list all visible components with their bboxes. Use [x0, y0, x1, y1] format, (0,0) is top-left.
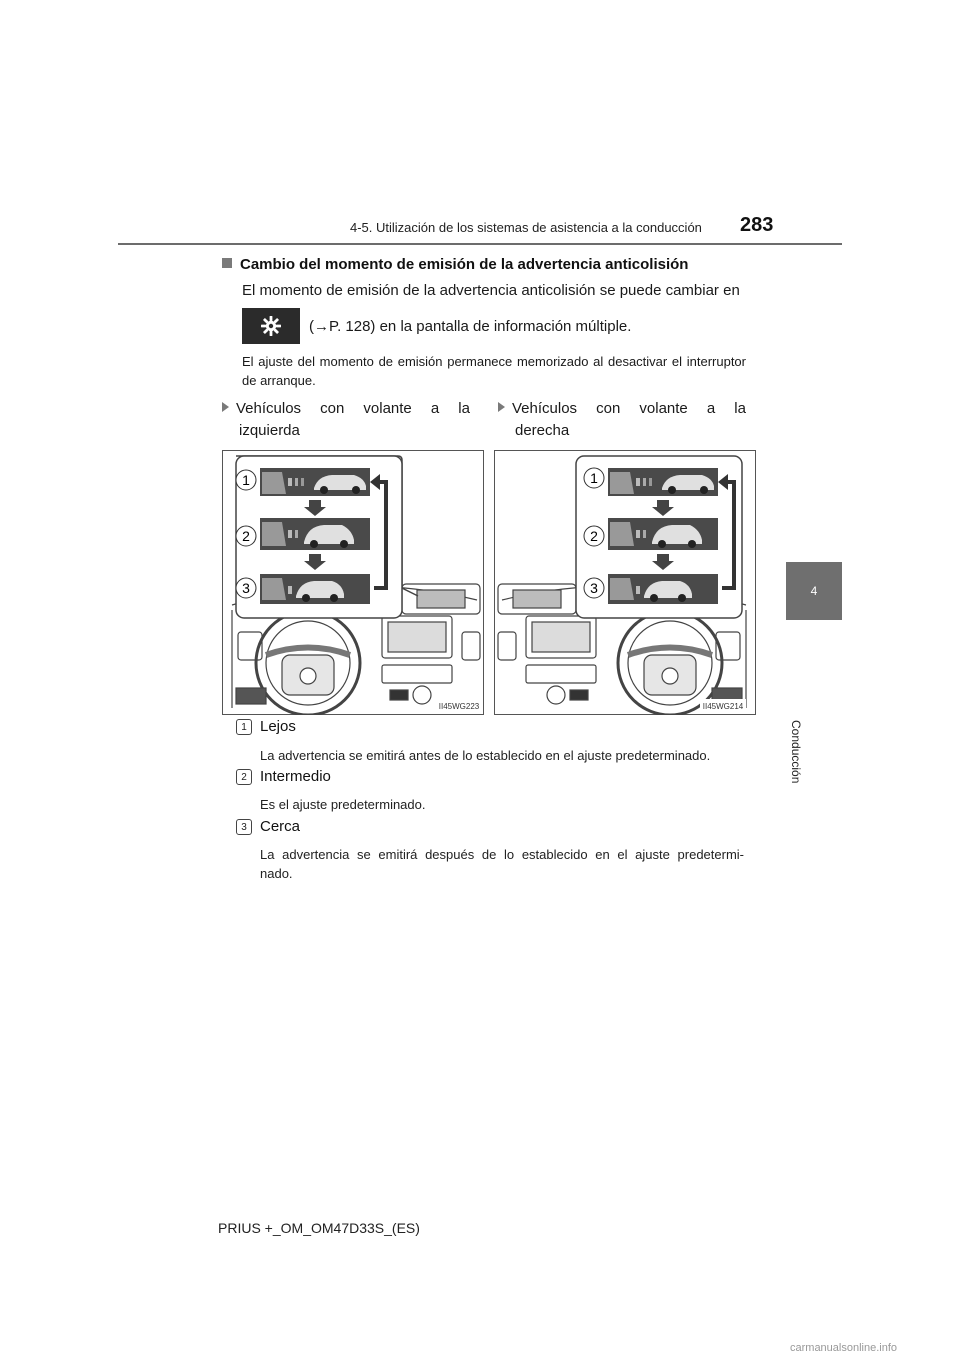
- marker-2: 2: [242, 528, 250, 544]
- option-number-1: 1: [236, 719, 252, 735]
- gear-icon: [242, 308, 300, 344]
- left-hand-drive-figure: [222, 450, 484, 715]
- marker-1: 1: [242, 472, 250, 488]
- option-desc-far: La advertencia se emitirá antes de lo establecido en el ajuste predeterminado.: [260, 748, 711, 763]
- section-title: Cambio del momento de emisión de la advertencia anticolisión: [222, 256, 688, 273]
- option-label-near: Cerca: [260, 818, 301, 835]
- marker-3: 3: [590, 580, 598, 596]
- warning-timing-panel-1: [608, 468, 718, 496]
- body-text-line2: (→P. 128) en la pantalla de información múltiple.: [309, 318, 632, 335]
- warning-timing-panel-3: [608, 574, 718, 604]
- figure-code: II45WG214: [702, 702, 744, 711]
- left-figure-title: Vehículos con volante a la izquierda: [222, 398, 470, 442]
- header-section-title: 4-5. Utilización de los sistemas de asistencia a la conducción: [350, 220, 702, 235]
- warning-timing-panel-2: [260, 518, 370, 550]
- option-number-2: 2: [236, 769, 252, 785]
- marker-3: 3: [242, 580, 250, 596]
- figure-code: II45WG223: [438, 702, 480, 711]
- triangle-bullet-icon: [498, 402, 505, 412]
- warning-timing-panel-3: [260, 574, 370, 604]
- warning-timing-panel-1: [260, 468, 370, 496]
- watermark: carmanualsonline.info: [790, 1342, 898, 1354]
- marker-1: 1: [590, 470, 598, 486]
- option-desc-near: La advertencia se emitirá después de lo establecido en el ajuste predetermi- nado.: [260, 847, 744, 881]
- option-label-far: Lejos: [260, 718, 296, 735]
- page-number: 283: [740, 214, 774, 236]
- triangle-bullet-icon: [222, 402, 229, 412]
- note-text: El ajuste del momento de emisión permanece memorizado al desactivar el interruptor de arranque.: [242, 354, 746, 388]
- option-label-intermediate: Intermedio: [260, 768, 331, 785]
- chapter-number: 4: [810, 584, 818, 598]
- marker-2: 2: [590, 528, 598, 544]
- header-divider: [118, 243, 842, 245]
- right-hand-drive-figure: [494, 450, 756, 715]
- chapter-tab: [786, 562, 842, 620]
- body-text-line1: El momento de emisión de la advertencia anticolisión se puede cambiar en: [242, 282, 740, 299]
- option-number-3: 3: [236, 819, 252, 835]
- right-figure-title: Vehículos con volante a la derecha: [498, 398, 746, 442]
- chapter-label: Conducción: [789, 720, 803, 784]
- option-desc-intermediate: Es el ajuste predeterminado.: [260, 797, 426, 812]
- square-bullet-icon: [222, 258, 232, 268]
- manual-code: PRIUS +_OM_OM47D33S_(ES): [218, 1220, 420, 1236]
- warning-timing-panel-2: [608, 518, 718, 550]
